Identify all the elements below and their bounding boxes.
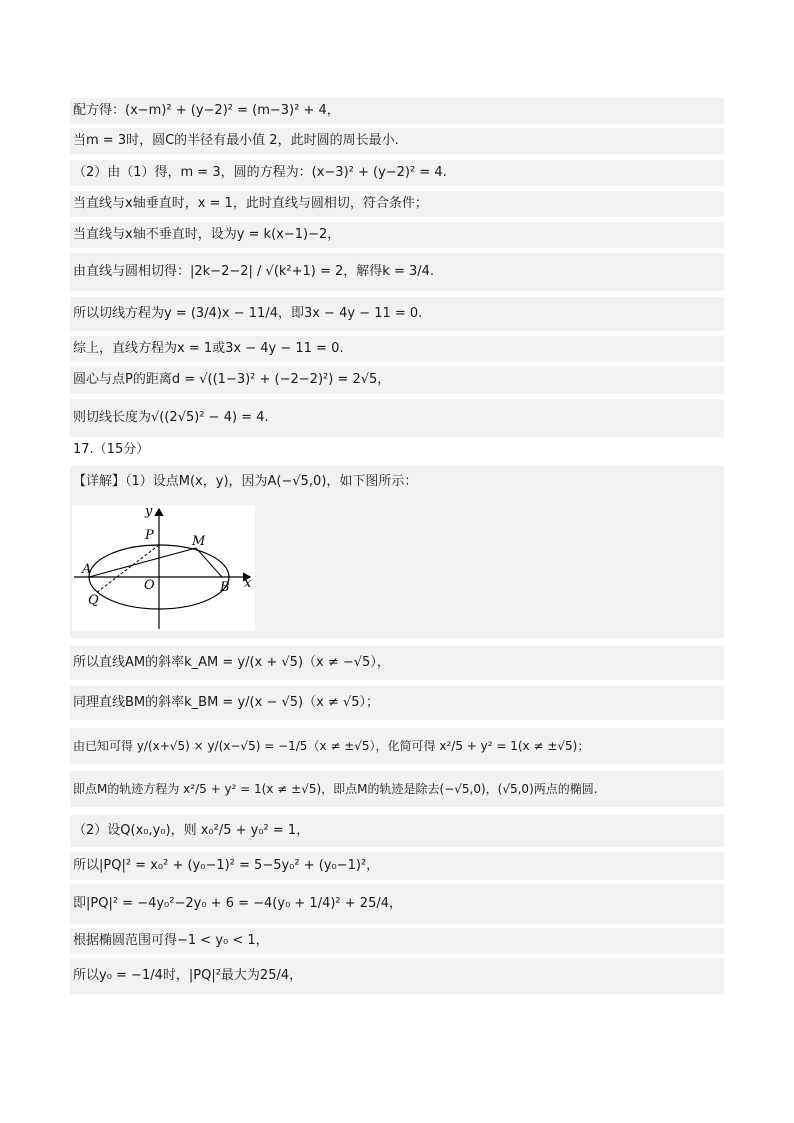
text-line-2: 当m = 3时，圆C的半径有最小值 2，此时圆的周长最小. <box>70 128 724 154</box>
text-line-20: 所以y₀ = −1/4时，|PQ|²最大为25/4， <box>70 958 724 994</box>
text-line-1: 配方得：(x−m)² + (y−2)² = (m−3)² + 4， <box>70 98 724 124</box>
text-line-9: 圆心与点P的距离d = √((1−3)² + (−2−2)²) = 2√5， <box>70 366 724 394</box>
label-b: B <box>220 580 230 595</box>
ellipse-figure <box>72 505 255 631</box>
text-line-10: 则切线长度为√((2√5)² − 4) = 4. <box>70 399 724 437</box>
label-x: x <box>244 576 252 591</box>
text-line-6: 由直线与圆相切得：|2k−2−2| / √(k²+1) = 2，解得k = 3/4. <box>70 253 724 291</box>
problem-number: 17.（15分） <box>73 442 150 457</box>
segment-am <box>89 548 196 577</box>
text-line-12: 所以直线AM的斜率k_AM = y/(x + √5)（x ≠ −√5）， <box>70 646 724 680</box>
label-y: y <box>145 505 153 519</box>
label-m: M <box>192 534 206 549</box>
text-line-16: （2）设Q(x₀,y₀)，则 x₀²/5 + y₀² = 1， <box>70 815 724 847</box>
segment-mb <box>196 548 222 577</box>
text-line-13: 同理直线BM的斜率k_BM = y/(x − √5)（x ≠ √5）； <box>70 686 724 720</box>
text-line-8: 综上，直线方程为x = 1或3x − 4y − 11 = 0. <box>70 336 724 362</box>
text-line-19: 根据椭圆范围可得−1 < y₀ < 1， <box>70 928 724 954</box>
text-line-14: 由已知可得 y/(x+√5) × y/(x−√5) = −1/5（x ≠ ±√5），化简可得 x²/5 + y² = 1(x ≠ ±√5)； <box>70 728 724 764</box>
label-q: Q <box>88 593 99 608</box>
text-line-3: （2）由（1）得，m = 3，圆的方程为：(x−3)² + (y−2)² = 4. <box>70 160 724 186</box>
text-line-15: 即点M的轨迹方程为 x²/5 + y² = 1(x ≠ ±√5)，即点M的轨迹是除去(−√5,0)，(√5,0)两点的椭圆. <box>70 771 724 807</box>
text-line-7: 所以切线方程为y = (3/4)x − 11/4，即3x − 4y − 11 = 0. <box>70 297 724 331</box>
text-line-5: 当直线与x轴不垂直时，设为y = k(x−1)−2， <box>70 222 724 248</box>
text-line-11: 【详解】（1）设点M(x，y)，因为A(−√5,0)，如下图所示： <box>70 466 724 498</box>
label-o: O <box>144 578 155 593</box>
text-line-17: 所以|PQ|² = x₀² + (y₀−1)² = 5−5y₀² + (y₀−1)²， <box>70 852 724 880</box>
ellipse-diagram <box>72 505 255 631</box>
label-p: P <box>145 528 154 543</box>
text-line-18: 即|PQ|² = −4y₀²−2y₀ + 6 = −4(y₀ + 1/4)² + 25/4， <box>70 884 724 924</box>
text-line-4: 当直线与x轴垂直时，x = 1，此时直线与圆相切，符合条件； <box>70 191 724 217</box>
label-a: A <box>82 562 92 577</box>
